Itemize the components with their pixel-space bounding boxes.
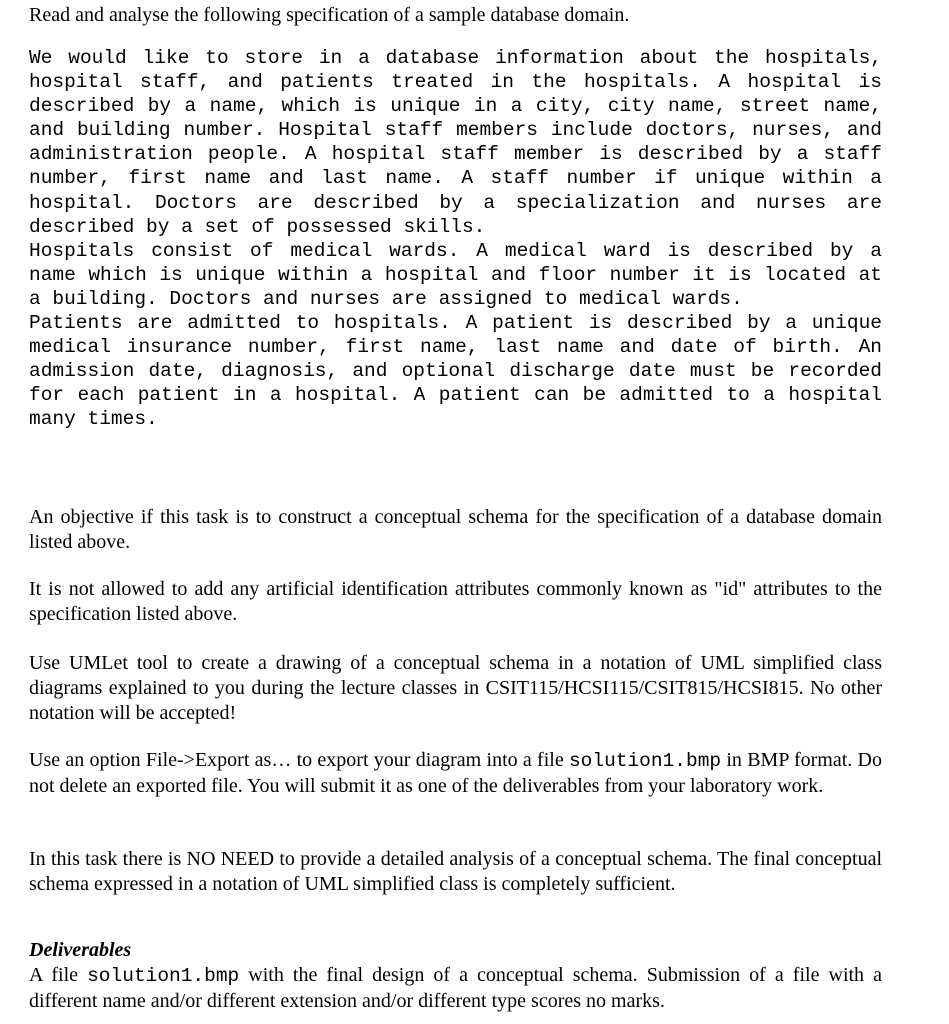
specification-block	[29, 46, 882, 432]
deliverables-text-before: A file	[29, 964, 88, 986]
export-text-before: Use an option File->Export as… to export your diagram into a file	[29, 749, 569, 771]
export-filename: solution1.bmp	[568, 750, 722, 772]
spec-paragraph-3: Patients are admitted to hospitals. A patient is described by a unique medical insurance number, first name, last name and date of birth. An admission date, diagnosis, and optional discharge date must be recorded for each patient in a hospital. A patient can be admitted to a hospital many times.	[29, 312, 882, 431]
deliverables-paragraph	[29, 963, 882, 1014]
export-text-after: in BMP format. Do not delete an exported file. You will submit it as one of the deliverables from your laboratory work.	[29, 749, 882, 797]
spec-paragraph-2: Hospitals consist of medical wards. A medical ward is described by a name which is unique within a hospital and floor number it is located at a building. Doctors and nurses are assigned to medical wards.	[29, 239, 882, 310]
export-paragraph	[29, 748, 882, 799]
no-ids-paragraph: It is not allowed to add any artificial identification attributes commonly known as "id" attributes to the specification listed above.	[29, 578, 882, 625]
deliverables-filename: solution1.bmp	[87, 965, 240, 987]
spec-paragraph-1: We would like to store in a database information about the hospitals, hospital staff, and patients treated in the hospitals. A hospital is described by a name, which is unique in a city, city name, street name, and building number. Hospital staff members include doctors, nurses, and administration people. A hospital staff member is described by a staff number, first name and last name. A staff number if unique within a hospital. Doctors are described by a specialization and nurses are described by a set of possessed skills.	[29, 47, 882, 238]
objective-paragraph: An objective if this task is to construct a conceptual schema for the specification of a database domain listed above.	[29, 506, 882, 553]
deliverables-heading: Deliverables	[29, 939, 132, 961]
intro-text: Read and analyse the following specification of a sample database domain.	[29, 4, 630, 26]
no-need-paragraph: In this task there is NO NEED to provide a detailed analysis of a conceptual schema. The final conceptual schema expressed in a notation of UML simplified class is completely sufficient.	[29, 848, 882, 895]
deliverables-text-after: with the final design of a conceptual schema. Submission of a file with a different name and/or different extension and/or different type scores no marks.	[29, 964, 882, 1012]
umlet-paragraph: Use UMLet tool to create a drawing of a conceptual schema in a notation of UML simplified class diagrams explained to you during the lecture classes in CSIT115/HCSI115/CSIT815/HCSI815. No other notation will be accepted!	[29, 652, 882, 724]
